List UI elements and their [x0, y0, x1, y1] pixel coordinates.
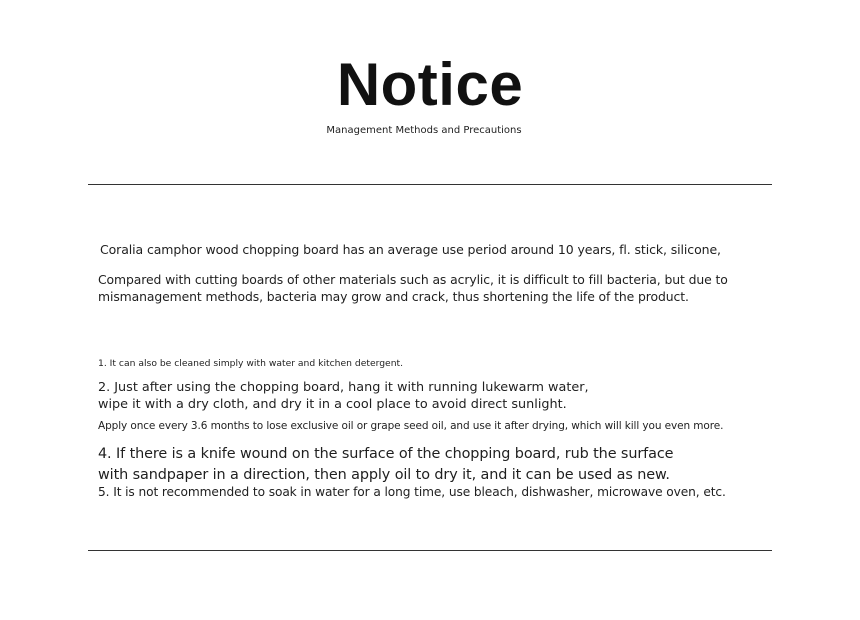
page-subtitle: Management Methods and Precautions	[326, 125, 522, 136]
bottom-divider	[88, 550, 772, 551]
intro-line-1: Coralia camphor wood chopping board has an average use period around 10 years, fl. stick, silicone,	[100, 242, 721, 257]
step-5: 5. It is not recommended to soak in water for a long time, use bleach, dishwasher, microwave oven, etc.	[98, 485, 726, 499]
page-title: Notice	[336, 51, 524, 118]
step-3: Apply once every 3.6 months to lose exclusive oil or grape seed oil, and use it after drying, which will kill you even more.	[98, 420, 724, 432]
step-1: 1. It can also be cleaned simply with water and kitchen detergent.	[98, 358, 404, 369]
intro-line-3: mismanagement methods, bacteria may grow and crack, thus shortening the life of the product.	[98, 289, 689, 304]
step-4-line-1: 4. If there is a knife wound on the surface of the chopping board, rub the surface	[98, 446, 674, 462]
step-2-line-1: 2. Just after using the chopping board, hang it with running lukewarm water,	[98, 380, 589, 395]
intro-line-2: Compared with cutting boards of other materials such as acrylic, it is difficult to fill bacteria, but due to	[98, 272, 728, 287]
top-divider	[88, 184, 772, 185]
step-2-line-2: wipe it with a dry cloth, and dry it in a cool place to avoid direct sunlight.	[98, 397, 567, 412]
step-4-line-2: with sandpaper in a direction, then apply oil to dry it, and it can be used as new.	[98, 467, 670, 483]
